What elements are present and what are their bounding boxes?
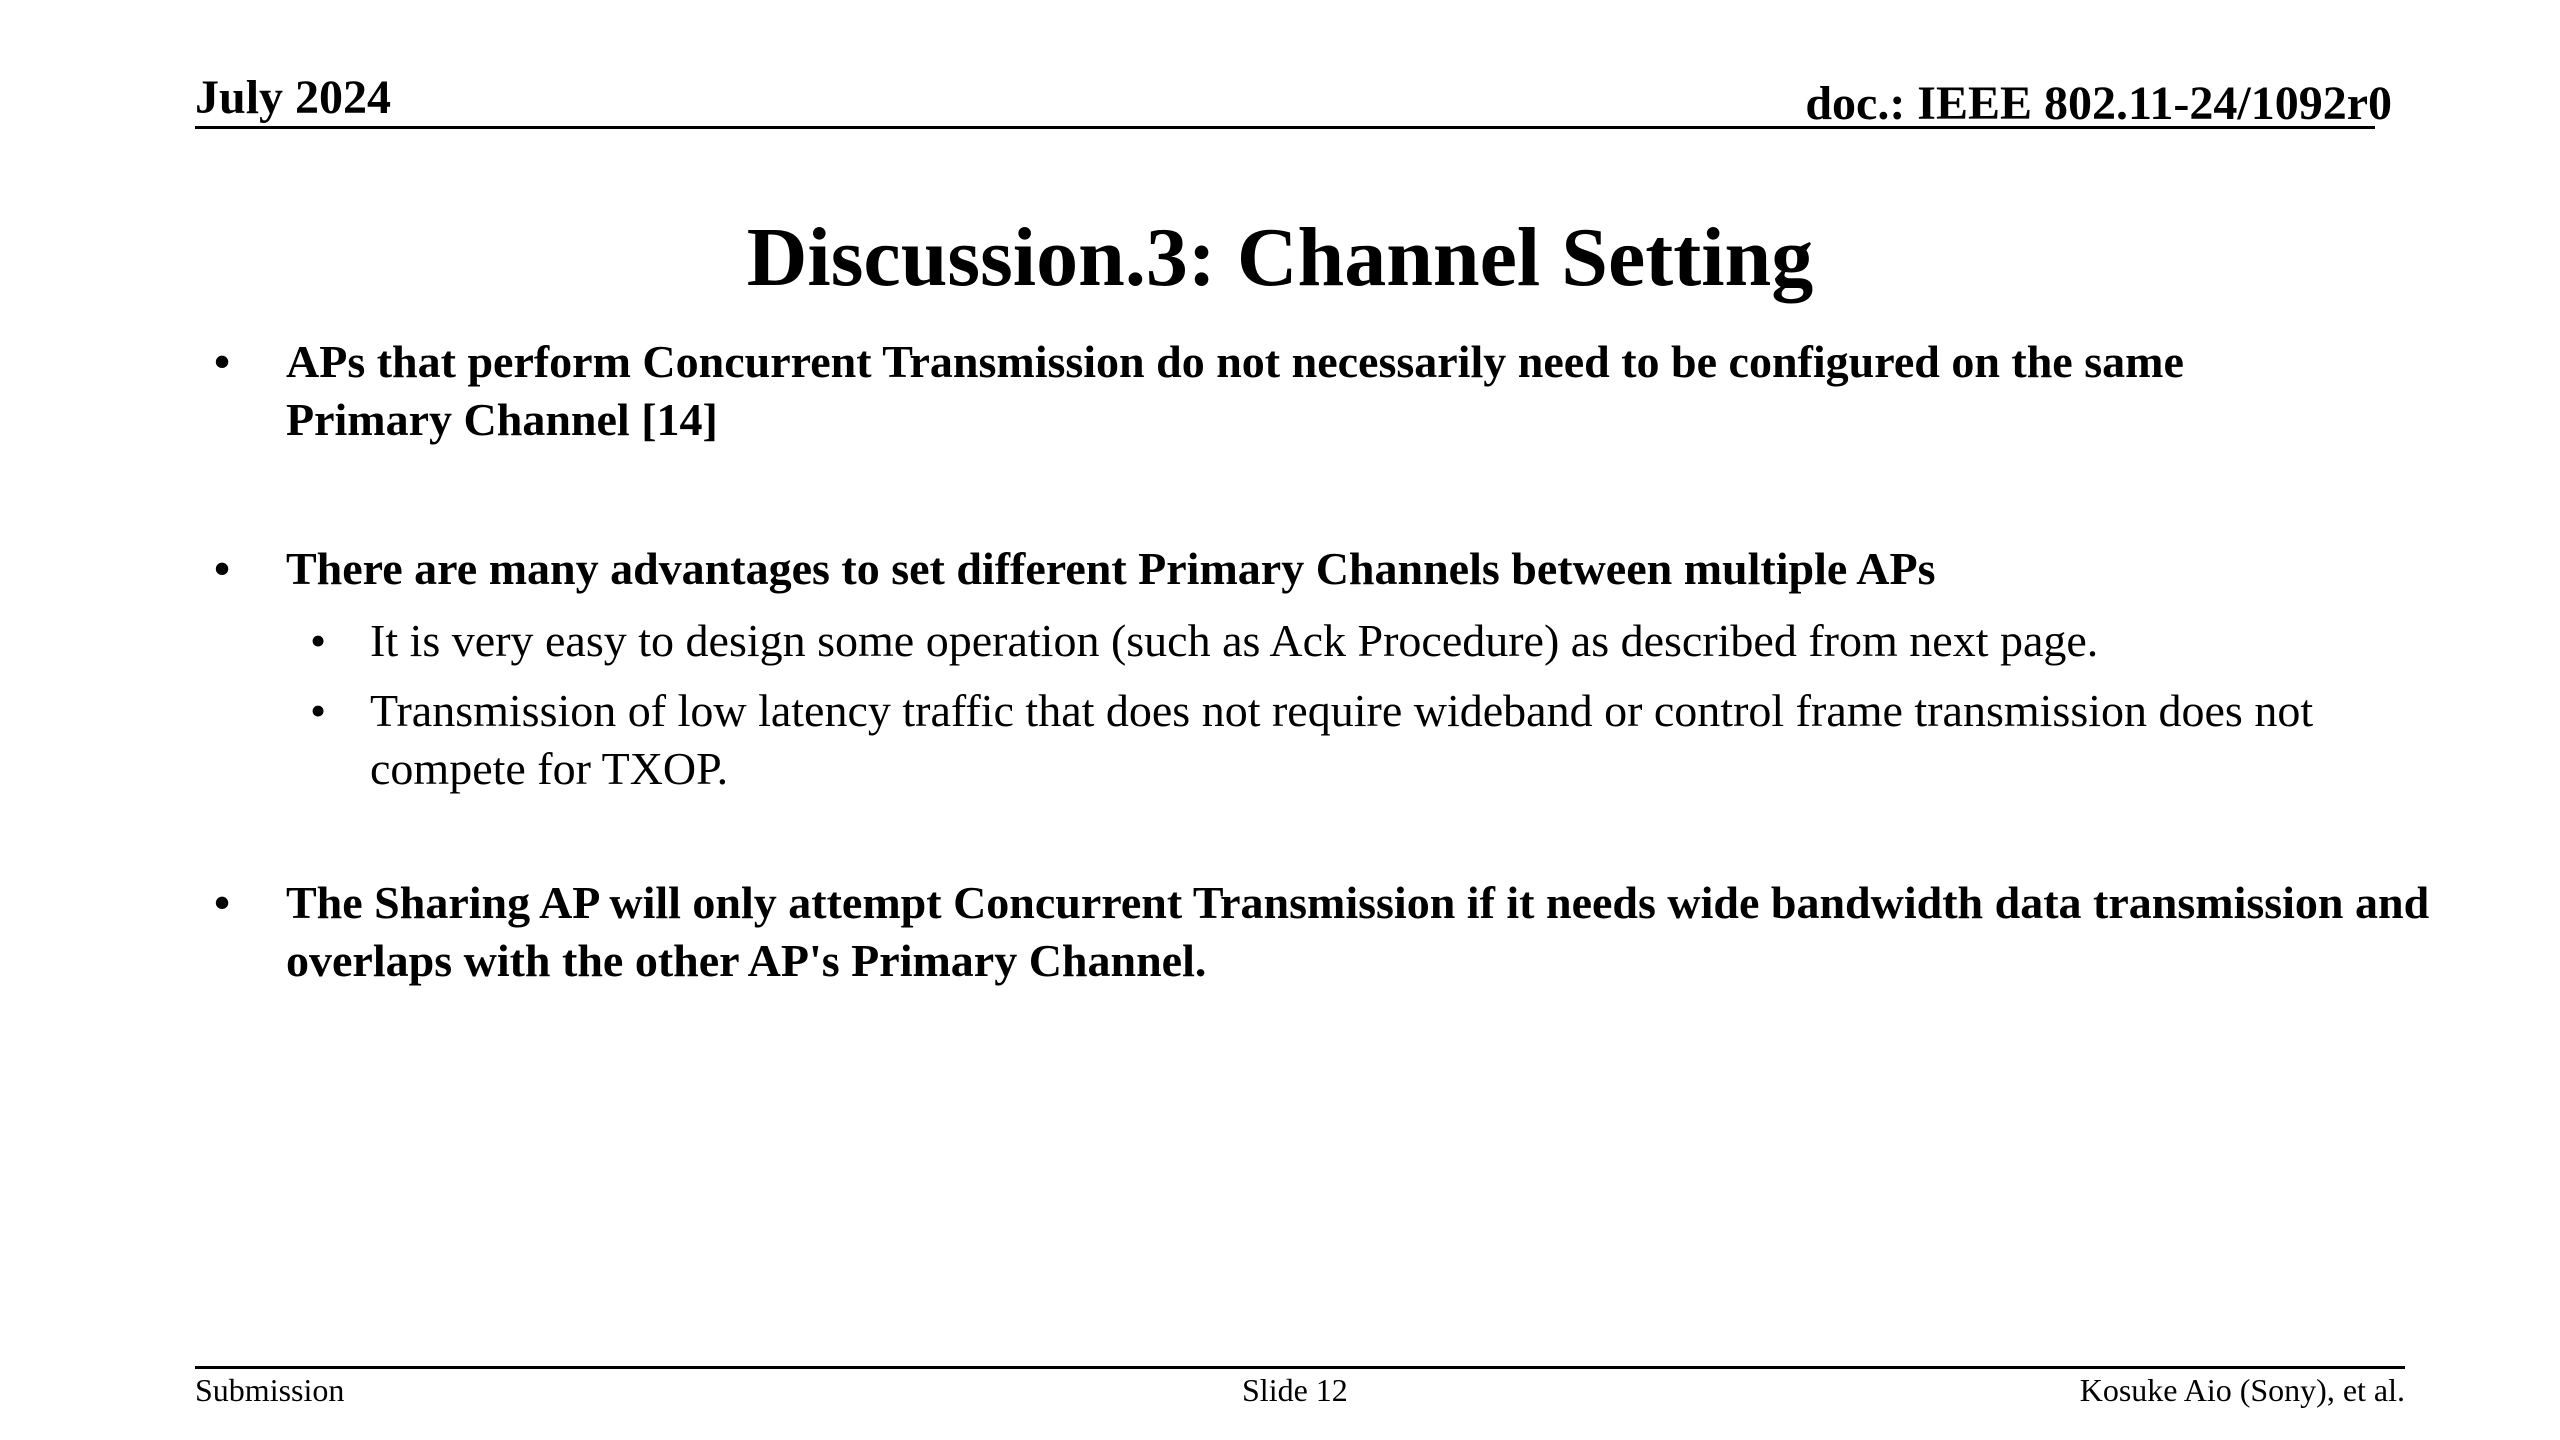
bullet-text: APs that perform Concurrent Transmission do not necessarily need to be configured on the same Primary Channel [14] — [286, 336, 2184, 445]
bullet-text: The Sharing AP will only attempt Concurrent Transmission if it needs wide bandwidth data transmission and overlaps with the other AP's Primary Channel. — [286, 877, 2430, 986]
subbullet-marker: • — [310, 685, 327, 736]
bullet-item — [214, 874, 2486, 990]
bullet-marker: • — [214, 877, 231, 928]
header-doc-id: doc.: IEEE 802.11-24/1092r0 — [1805, 77, 2392, 130]
footer-submission: Submission — [195, 1372, 345, 1408]
footer-slide-number: Slide 12 — [1242, 1372, 1348, 1408]
footer-author: Kosuke Aio (Sony), et al. — [2079, 1372, 2405, 1408]
bullet-item — [214, 333, 2346, 449]
subbullet-text: Transmission of low latency traffic that does not require wideband or control frame transmission does not compete for TXOP. — [370, 685, 2314, 794]
bullet-marker: • — [214, 543, 231, 594]
bullet-item — [214, 540, 2386, 598]
subbullet-marker: • — [310, 615, 327, 666]
header-date: July 2024 — [195, 71, 392, 124]
bullet-marker: • — [214, 336, 231, 387]
subbullet-item — [310, 682, 2430, 798]
subbullet-item — [310, 612, 2470, 670]
slide-title: Discussion.3: Channel Setting — [746, 211, 1814, 304]
subbullet-text: It is very easy to design some operation (such as Ack Procedure) as described from next page. — [370, 615, 2099, 666]
footer-divider — [195, 1366, 2405, 1369]
bullet-text: There are many advantages to set different Primary Channels between multiple APs — [286, 543, 1936, 594]
